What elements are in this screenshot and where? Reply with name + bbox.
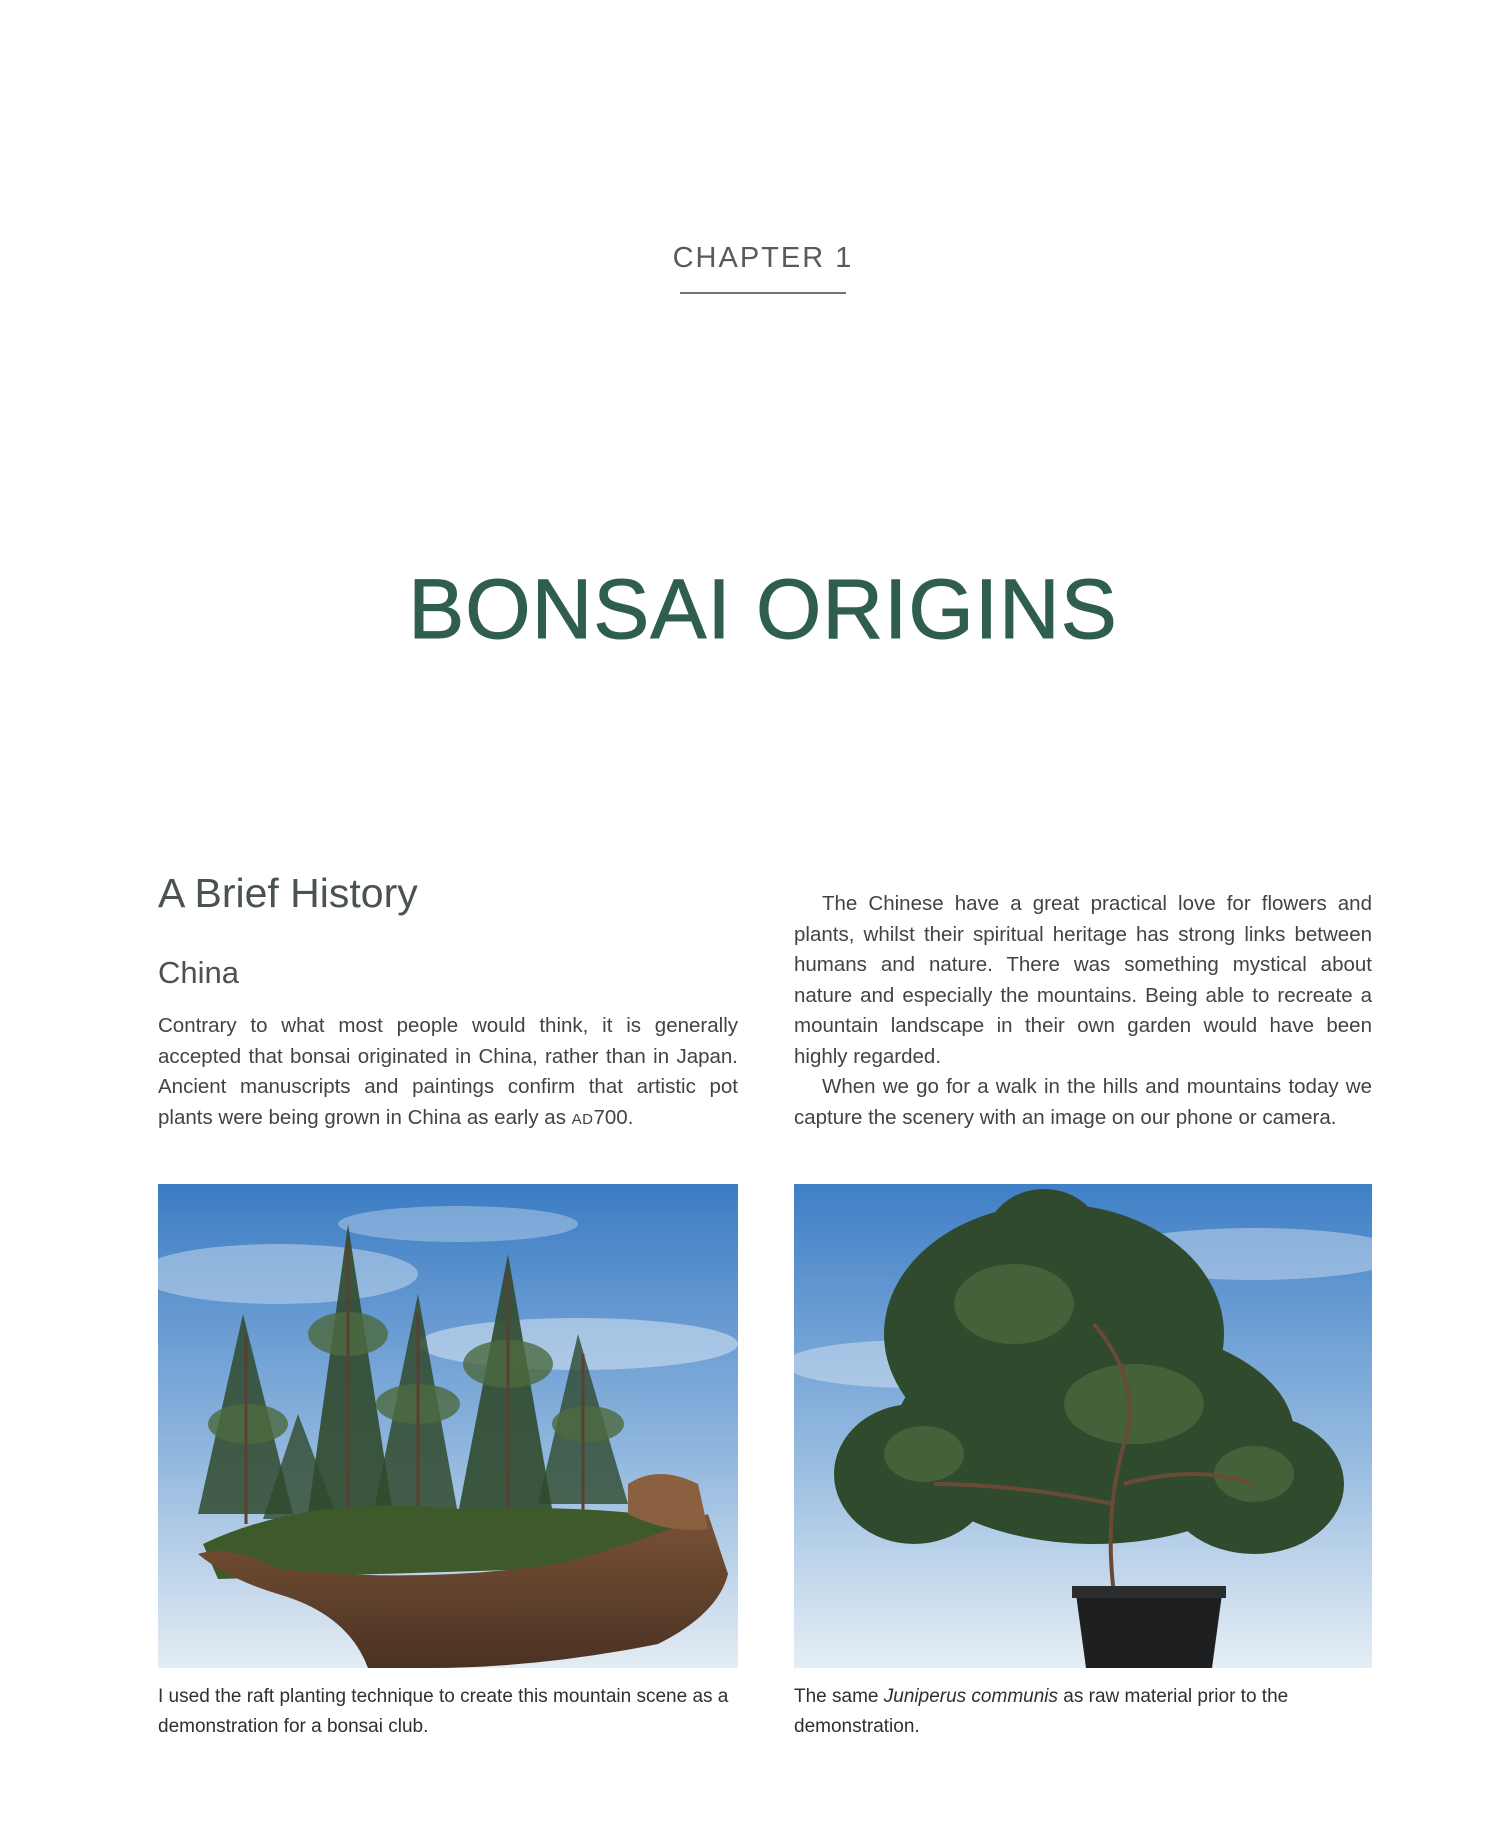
right-paragraph-2: When we go for a walk in the hills and mountains today we capture the scenery with an image on our phone or camera. [794,1075,1372,1129]
section-heading: A Brief History [158,870,418,916]
subsection-heading: China [158,955,239,990]
left-paragraph [158,1011,738,1135]
caption-species-name: Juniperus communis [883,1686,1059,1707]
left-figure-caption: I used the raft planting technique to create this mountain scene as a demonstration for a bonsai club. [158,1686,729,1737]
caption-prefix: The same [794,1686,884,1707]
caption-suffix: as raw material prior to the demonstration. [794,1686,1289,1737]
right-column [794,889,1372,1133]
right-figure-caption [794,1682,1372,1742]
year-text: 700. [593,1105,634,1129]
chapter-divider [680,292,846,294]
juniper-raw-material-photo [794,1184,1372,1668]
right-paragraph-1: The Chinese have a great practical love for flowers and plants, whilst their spiritual heritage has strong links between humans and nature. There was something mystical about nature and especially the mountains. Being able to recreate a mountain landscape in their own garden would have been highly regarded. [794,892,1372,1068]
raft-planting-photo [158,1184,738,1668]
chapter-label: CHAPTER 1 [672,242,854,274]
left-paragraph-text: Contrary to what most people would think, it is generally accepted that bonsai originated in China, rather than in Japan. Ancient manuscripts and paintings confirm that artistic pot plants were being grown in China as early as [158,1014,738,1129]
chapter-title: BONSAI ORIGINS [408,562,1118,657]
era-abbrev: AD [571,1110,594,1128]
